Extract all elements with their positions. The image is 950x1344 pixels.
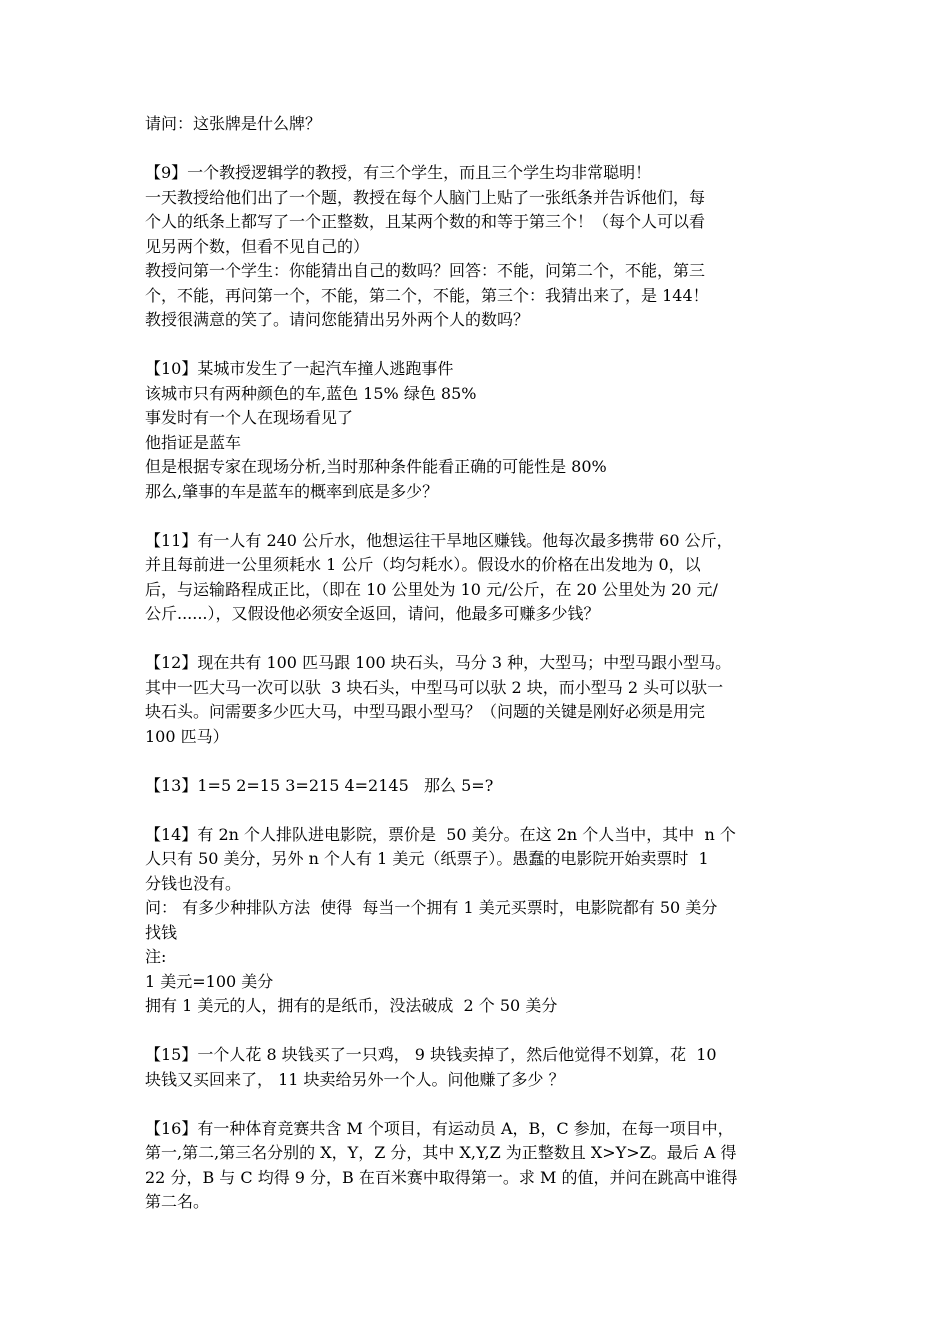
text-line: 1 美元=100 美分	[145, 971, 274, 991]
text-line: 块钱又买回来了， 11 块卖给另外一个人。问他赚了多少 ？	[145, 1069, 565, 1089]
text-line: 【9】一个教授逻辑学的教授，有三个学生，而且三个学生均非常聪明！	[145, 163, 652, 182]
text-line: 【13】1=5 2=15 3=215 4=2145 那么 5=?	[145, 775, 494, 795]
text-line: 【10】某城市发生了一起汽车撞人逃跑事件	[145, 359, 454, 378]
paragraph-gap	[145, 749, 810, 774]
text-line: 拥有 1 美元的人，拥有的是纸币，没法破成 2 个 50 美分	[145, 996, 558, 1015]
text-line: 【11】有一人有 240 公斤水，他想运往干旱地区赚钱。他每次最多携带 60 公斤，	[145, 530, 733, 550]
problem-p8_tail	[145, 112, 810, 137]
text-line: 该城市只有两种颜色的车,蓝色 15% 绿色 85%	[145, 383, 477, 403]
text-line: 教授问第一个学生：你能猜出自己的数吗？回答：不能，问第二个，不能，第三	[145, 261, 706, 280]
text-line: 第二名。	[145, 1192, 210, 1211]
text-line: 100 匹马）	[145, 726, 229, 746]
problem-p15	[145, 1043, 810, 1092]
paragraph-gap	[145, 1019, 810, 1044]
text-line: 他指证是蓝车	[145, 432, 242, 452]
text-line: 人只有 50 美分，另外 n 个人有 1 美元（纸票子）。愚蠢的电影院开始卖票时 1	[145, 849, 709, 868]
text-line: 注:	[145, 947, 167, 966]
text-line: 个，不能，再问第一个，不能，第二个，不能，第三个：我猜出来了，是 144！	[145, 285, 709, 305]
text-line: 问： 有多少种排队方法 使得 每当一个拥有 1 美元买票时，电影院都有 50 美分	[145, 898, 718, 917]
paragraph-gap	[145, 333, 810, 358]
problem-p10	[145, 357, 810, 504]
text-line: 但是根据专家在现场分析,当时那种条件能看正确的可能性是 80%	[145, 457, 607, 476]
text-line: 第一,第二,第三名分别的 X，Y，Z 分，其中 X,Y,Z 为正整数且 X>Y>Z。最后 A 得	[145, 1143, 737, 1162]
document-body	[145, 112, 810, 1215]
problem-p16	[145, 1117, 810, 1215]
paragraph-gap	[145, 137, 810, 162]
text-line: 后，与运输路程成正比，（即在 10 公里处为 10 元/公斤，在 20 公里处为 20 元/	[145, 579, 718, 599]
text-line: 教授很满意的笑了。请问您能猜出另外两个人的数吗？	[145, 310, 530, 329]
paragraph-gap	[145, 504, 810, 529]
problem-p14	[145, 823, 810, 1019]
problem-p9	[145, 161, 810, 333]
text-line: 【14】有 2n 个人排队进电影院，票价是 50 美分。在这 2n 个人当中，其中 n 个	[145, 824, 736, 844]
paragraph-gap	[145, 798, 810, 823]
text-line: 那么,肇事的车是蓝车的概率到底是多少？	[145, 481, 439, 501]
text-line: 【15】一个人花 8 块钱买了一只鸡， 9 块钱卖掉了，然后他觉得不划算，花 10	[145, 1045, 717, 1064]
text-line: 【12】现在共有 100 匹马跟 100 块石头，马分 3 种，大型马；中型马跟小型马。	[145, 653, 732, 672]
text-line: 个人的纸条上都写了一个正整数，且某两个数的和等于第三个！（每个人可以看	[145, 212, 706, 231]
text-line: 并且每前进一公里须耗水 1 公斤（均匀耗水）。假设水的价格在出发地为 0，以	[145, 555, 701, 574]
text-line: 一天教授给他们出了一个题，教授在每个人脑门上贴了一张纸条并告诉他们，每	[145, 187, 706, 207]
text-line: 请问：这张牌是什么牌？	[145, 114, 322, 133]
text-line: 【16】有一种体育竞赛共含 M 个项目，有运动员 A，B，C 参加，在每一项目中，	[145, 1118, 734, 1138]
problem-p11	[145, 529, 810, 627]
text-line: 块石头。问需要多少匹大马，中型马跟小型马？（问题的关键是刚好必须是用完	[145, 702, 706, 721]
text-line: 找钱	[145, 922, 178, 942]
problem-p13	[145, 774, 810, 799]
text-line: 其中一匹大马一次可以驮 3 块石头，中型马可以驮 2 块，而小型马 2 头可以驮一	[145, 677, 724, 697]
text-line: 事发时有一个人在现场看见了	[145, 408, 354, 427]
text-line: 22 分，B 与 C 均得 9 分，B 在百米赛中取得第一。求 M 的值，并问在跳高中谁得	[145, 1167, 738, 1187]
paragraph-gap	[145, 1092, 810, 1117]
text-line: 分钱也没有。	[145, 873, 242, 893]
text-line: 见另两个数，但看不见自己的）	[145, 236, 370, 256]
paragraph-gap	[145, 627, 810, 652]
problem-p12	[145, 651, 810, 749]
text-line: 公斤......），又假设他必须安全返回，请问，他最多可赚多少钱？	[145, 604, 600, 623]
